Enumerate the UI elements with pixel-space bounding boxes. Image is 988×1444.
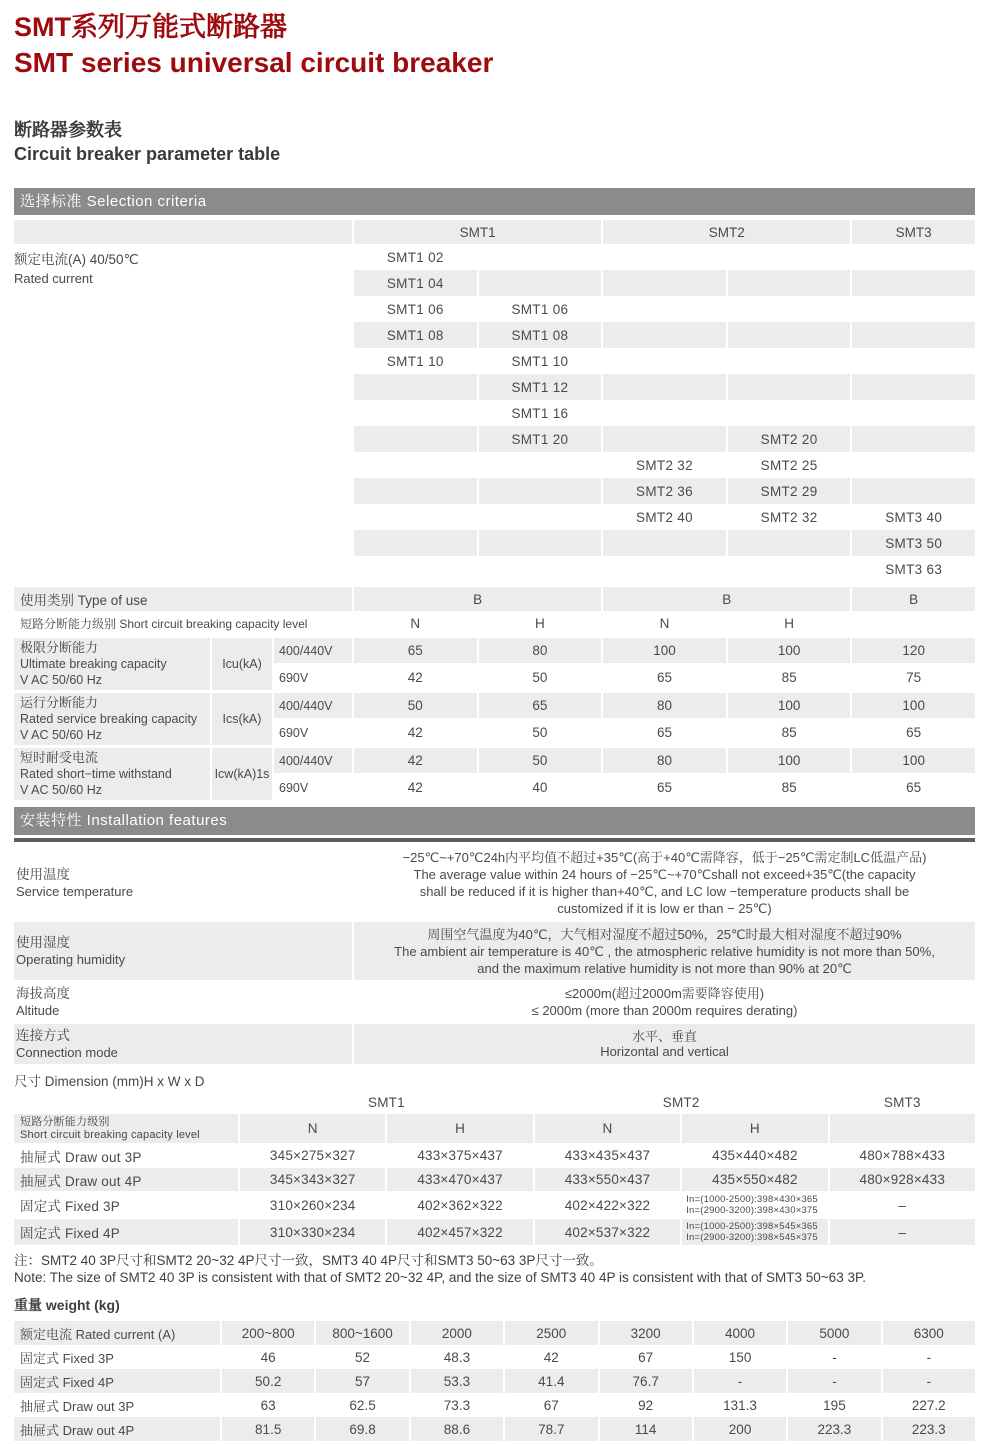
weight-value: 88.6 (411, 1417, 503, 1441)
weight-col-header: 2000 (411, 1321, 503, 1345)
voltage-cell: 400/440V (274, 748, 352, 773)
model-cell: SMT1 04 (354, 270, 477, 296)
model-cell (603, 374, 726, 400)
dim-value: – (898, 1197, 907, 1213)
capacity-level-value: H (728, 611, 851, 635)
weight-value: - (788, 1369, 880, 1393)
value-cell: 50 (354, 693, 477, 718)
type-of-use-label: 使用类别 Type of use (14, 587, 352, 611)
value-cell: 65 (656, 670, 672, 685)
value-cell: 100 (728, 748, 851, 773)
value-cell: 65 (656, 725, 672, 740)
weight-value: 150 (728, 1349, 752, 1365)
dim-in-line: In=(2900-3200):398×545×375 (686, 1232, 818, 1243)
model-cell (354, 426, 477, 452)
value-cell: 80 (603, 693, 726, 718)
weight-row-label: 固定式 Fixed 3P (20, 1350, 114, 1366)
series-header-blank (14, 220, 352, 244)
value-cell: 50 (532, 725, 548, 740)
weight-value: 46 (260, 1349, 276, 1365)
value-cell: 65 (354, 638, 477, 663)
ics-symbol: Ics(kA) (212, 693, 272, 745)
icw-symbol: Icw(kA)1s (212, 748, 272, 800)
weight-value: 92 (638, 1397, 654, 1413)
model-cell (479, 504, 602, 530)
model-cell: SMT3 40 (885, 509, 943, 525)
value-cell: 50 (479, 748, 602, 773)
dim-value: 310×260×234 (269, 1197, 356, 1213)
model-cell (852, 270, 975, 296)
weight-value: - (694, 1369, 786, 1393)
weight-col-header: 800~1600 (316, 1321, 408, 1345)
weight-value: 200 (694, 1417, 786, 1441)
model-cell: SMT1 12 (479, 374, 602, 400)
weight-value: 81.5 (222, 1417, 314, 1441)
dim-row-label: 抽屉式 Draw out 4P (14, 1168, 238, 1191)
capacity-group-icw (14, 748, 975, 800)
dim-value: 433×435×437 (564, 1148, 651, 1163)
dim-level-value: H (682, 1114, 827, 1143)
model-cell (728, 244, 851, 270)
section-divider-line (14, 838, 975, 842)
model-cell (603, 322, 726, 348)
dim-value: 435×550×482 (682, 1168, 827, 1191)
model-cell (479, 530, 602, 556)
weight-value: 114 (600, 1417, 692, 1441)
rated-current-table (14, 244, 975, 582)
voltage-cell: 690V (279, 670, 309, 685)
model-cell (852, 374, 975, 400)
model-cell (603, 556, 726, 582)
dimension-row-drawout-3p (14, 1144, 975, 1167)
icw-label-en: Rated short−time withstand (20, 767, 172, 781)
icu-symbol: Icu(kA) (212, 638, 272, 690)
model-cell (728, 296, 851, 322)
install-row-service-temperature (14, 846, 975, 920)
voltage-cell: 690V (279, 725, 309, 740)
value-cell: 100 (728, 638, 851, 663)
model-cell: SMT2 32 (760, 509, 818, 525)
model-cell (728, 400, 851, 426)
weight-value: 195 (823, 1397, 846, 1413)
page-title-en: SMT series universal circuit breaker (14, 47, 494, 78)
dim-value: 345×275×327 (269, 1148, 356, 1163)
model-cell (354, 504, 477, 530)
dim-level-value: N (535, 1114, 680, 1143)
model-cell (354, 374, 477, 400)
model-cell (479, 452, 602, 478)
value-cell: 85 (781, 780, 797, 795)
model-cell (852, 322, 975, 348)
model-cell (852, 400, 975, 426)
dim-header-smt3: SMT3 (830, 1091, 975, 1113)
model-cell (852, 426, 975, 452)
model-cell (603, 530, 726, 556)
value-cell: 85 (781, 725, 797, 740)
altitude-label (14, 982, 352, 1022)
value-cell: 42 (354, 748, 477, 773)
dim-row-label: 固定式 Fixed 3P (20, 1199, 120, 1214)
rated-current-label (14, 244, 352, 582)
model-cell: SMT2 20 (728, 426, 851, 452)
content-line: Horizontal and vertical (600, 1044, 729, 1059)
dim-level-label (14, 1114, 238, 1143)
icu-label (14, 638, 210, 690)
model-cell (479, 556, 602, 582)
dim-value: 310×330×234 (240, 1219, 385, 1245)
weight-row-drawout-3p (14, 1393, 975, 1417)
icw-label-sub: V AC 50/60 Hz (20, 783, 102, 797)
content-line: customized if it is low er than − 25℃) (557, 901, 772, 916)
model-cell: SMT2 25 (760, 457, 818, 473)
ics-label-sub: V AC 50/60 Hz (20, 728, 102, 742)
content-line: ≤ 2000m (more than 2000m requires derating) (531, 1003, 798, 1018)
value-cell: 42 (407, 725, 423, 740)
model-cell: SMT1 08 (354, 322, 477, 348)
weight-header-label: 额定电流 Rated current (A) (14, 1321, 220, 1345)
operating-humidity-label-en: Operating humidity (16, 952, 126, 967)
weight-value: - (832, 1349, 837, 1365)
weight-value: 223.3 (883, 1417, 975, 1441)
dim-value: 402×362×322 (417, 1197, 503, 1213)
dim-value: 433×375×437 (417, 1148, 503, 1163)
altitude-label-en: Altitude (16, 1003, 60, 1018)
weight-row-label: 抽屉式 Draw out 4P (14, 1417, 220, 1441)
model-cell: SMT1 06 (386, 301, 444, 317)
voltage-cell: 400/440V (274, 638, 352, 663)
value-cell: 100 (852, 748, 975, 773)
install-row-connection-mode (14, 1024, 975, 1064)
model-cell (603, 348, 726, 374)
install-row-operating-humidity (14, 922, 975, 980)
model-cell (354, 400, 477, 426)
model-cell (479, 478, 602, 504)
voltage-cell: 690V (279, 780, 309, 795)
model-cell (603, 426, 726, 452)
model-cell (479, 244, 602, 270)
dim-in-line: In=(1000-2500):398×430×365 (686, 1194, 818, 1205)
weight-col-header: 5000 (788, 1321, 880, 1345)
dim-value: 435×440×482 (712, 1148, 798, 1163)
page-title-zh: SMT系列万能式断路器 (14, 12, 287, 42)
dim-level-value: H (387, 1114, 532, 1143)
series-header-row (14, 220, 975, 244)
dim-header-smt2: SMT2 (535, 1091, 828, 1113)
model-cell (728, 530, 851, 556)
dim-value: 480×928×433 (830, 1168, 975, 1191)
dimension-level-row (14, 1114, 975, 1143)
model-cell (852, 478, 975, 504)
value-cell: 40 (532, 780, 548, 795)
weight-value: 41.4 (505, 1369, 597, 1393)
model-cell: SMT3 50 (852, 530, 975, 556)
connection-mode-label-zh: 连接方式 (16, 1028, 70, 1043)
weight-value: 67 (638, 1349, 654, 1365)
dim-value: 402×422×322 (564, 1197, 651, 1213)
content-line: The ambient air temperature is 40℃ , the atmospheric relative humidity is not more than 50%, (394, 943, 935, 959)
weight-value: 131.3 (723, 1397, 757, 1413)
model-cell (852, 452, 975, 478)
model-cell: SMT2 36 (603, 478, 726, 504)
capacity-level-value: N (354, 611, 477, 635)
model-cell (728, 556, 851, 582)
weight-value: 69.8 (316, 1417, 408, 1441)
value-cell: 100 (852, 693, 975, 718)
altitude-label-zh: 海拔高度 (16, 986, 70, 1001)
value-cell: 65 (656, 780, 672, 795)
model-cell (728, 270, 851, 296)
weight-title: 重量 weight (kg) (14, 1297, 120, 1313)
value-cell: 75 (906, 670, 922, 685)
dim-in-line: In=(2900-3200):398×430×375 (686, 1205, 818, 1216)
model-cell (603, 296, 726, 322)
weight-value: 52 (355, 1349, 371, 1365)
connection-mode-label-en: Connection mode (16, 1045, 118, 1060)
weight-value: 53.3 (411, 1369, 503, 1393)
value-cell: 50 (532, 670, 548, 685)
value-cell: 65 (906, 780, 922, 795)
altitude-content (354, 982, 975, 1022)
weight-col-header: 3200 (600, 1321, 692, 1345)
connection-mode-label (14, 1024, 352, 1064)
capacity-level-value (852, 611, 975, 635)
dim-value: – (830, 1219, 975, 1245)
model-cell: SMT1 10 (511, 353, 569, 369)
ics-label-zh: 运行分断能力 (20, 695, 99, 710)
install-row-altitude (14, 982, 975, 1022)
dim-in-line: In=(1000-2500):398×545×365 (686, 1221, 818, 1232)
weight-header-row (14, 1321, 975, 1345)
content-line: The average value within 24 hours of −25℃~+70℃shall not exceed+35℃(the capacity (413, 867, 916, 882)
weight-col-header: 2500 (505, 1321, 597, 1345)
section-bar-installation-features: 安装特性 Installation features (14, 807, 975, 835)
icu-label-sub: V AC 50/60 Hz (20, 673, 102, 687)
model-cell (354, 556, 477, 582)
model-cell (852, 296, 975, 322)
value-cell: 120 (852, 638, 975, 663)
model-cell: SMT1 20 (479, 426, 602, 452)
value-cell: 65 (906, 725, 922, 740)
operating-humidity-label (14, 922, 352, 980)
model-cell: SMT1 02 (386, 249, 444, 265)
service-temperature-content (354, 846, 975, 920)
weight-value: - (883, 1369, 975, 1393)
dimension-series-header (14, 1091, 975, 1113)
weight-value: 223.3 (788, 1417, 880, 1441)
dim-value-multiline (682, 1219, 827, 1245)
weight-value: - (926, 1349, 932, 1365)
model-cell (728, 322, 851, 348)
weight-value: 227.2 (911, 1397, 946, 1413)
content-line: ≤2000m(超过2000m需要降容使用) (564, 986, 765, 1001)
value-cell: 85 (781, 670, 797, 685)
ics-label (14, 693, 210, 745)
model-cell: SMT1 06 (511, 301, 569, 317)
operating-humidity-content (354, 922, 975, 980)
dim-level-value: N (240, 1114, 385, 1143)
weight-value: 63 (260, 1397, 276, 1413)
dim-value: 402×537×322 (535, 1219, 680, 1245)
icu-label-zh: 极限分断能力 (20, 640, 99, 655)
weight-col-header: 6300 (883, 1321, 975, 1345)
model-cell (852, 348, 975, 374)
model-cell: SMT2 29 (728, 478, 851, 504)
content-line: −25℃~+70℃24h内平均值不超过+35℃(高于+40℃需降容，低于−25℃需定制LC低温产品) (402, 850, 927, 865)
value-cell: 42 (407, 780, 423, 795)
weight-row-fixed-4p (14, 1369, 975, 1393)
capacity-level-row (14, 611, 975, 635)
model-cell: SMT2 32 (636, 457, 693, 473)
model-cell (479, 270, 602, 296)
operating-humidity-label-zh: 使用湿度 (16, 935, 70, 950)
content-line: 周围空气温度为40℃，大气相对湿度不超过50%，25℃时最大相对湿度不超过90% (427, 926, 902, 942)
value-cell: 100 (728, 693, 851, 718)
capacity-level-value: H (479, 611, 602, 635)
dimension-row-drawout-4p (14, 1168, 975, 1191)
series-header-smt1: SMT1 (354, 220, 601, 244)
model-cell (603, 244, 726, 270)
model-cell (603, 270, 726, 296)
service-temperature-label-zh: 使用温度 (16, 867, 70, 882)
dim-value: 480×788×433 (859, 1148, 946, 1163)
dim-level-label-zh: 短路分断能力级别 (20, 1115, 110, 1128)
weight-col-header: 200~800 (222, 1321, 314, 1345)
rated-current-label-en: Rated current (14, 271, 93, 286)
weight-value: 76.7 (600, 1369, 692, 1393)
weight-value: 62.5 (349, 1397, 376, 1413)
dim-value: 433×550×437 (535, 1168, 680, 1191)
model-cell (728, 348, 851, 374)
rated-current-label-zh: 额定电流(A) 40/50℃ (14, 252, 139, 267)
dim-level-label-en: Short circuit breaking capacity level (20, 1128, 200, 1141)
model-cell: SMT1 10 (386, 353, 444, 369)
model-cell: SMT3 63 (885, 561, 943, 577)
weight-value: 67 (543, 1397, 559, 1413)
dim-row-label: 抽屉式 Draw out 3P (20, 1149, 142, 1165)
weight-value: 78.7 (505, 1417, 597, 1441)
weight-row-label: 固定式 Fixed 4P (14, 1369, 220, 1393)
capacity-level-label: 短路分断能力级别 Short circuit breaking capacity level (14, 611, 352, 635)
weight-row-label: 抽屉式 Draw out 3P (20, 1398, 135, 1414)
dimension-title: 尺寸 Dimension (mm)H x W x D (14, 1074, 205, 1089)
model-cell: SMT2 40 (636, 509, 693, 525)
ics-label-en: Rated service breaking capacity (20, 712, 198, 726)
dim-header-blank (14, 1091, 238, 1113)
dimension-row-fixed-4p (14, 1219, 975, 1245)
icu-label-en: Ultimate breaking capacity (20, 657, 167, 671)
subtitle-en: Circuit breaker parameter table (14, 144, 281, 164)
value-cell: 42 (407, 670, 423, 685)
dim-value: 345×343×327 (240, 1168, 385, 1191)
model-cell (728, 374, 851, 400)
content-line: and the maximum relative humidity is not more than 90% at 20℃ (477, 960, 852, 976)
voltage-cell: 400/440V (274, 693, 352, 718)
weight-row-fixed-3p (14, 1345, 975, 1369)
series-header-smt3: SMT3 (852, 220, 975, 244)
dim-row-label: 固定式 Fixed 4P (14, 1219, 238, 1245)
model-cell (354, 478, 477, 504)
weight-row-drawout-4p (14, 1417, 975, 1441)
value-cell: 80 (479, 638, 602, 663)
type-of-use-smt1: B (354, 587, 601, 611)
icw-label (14, 748, 210, 800)
dim-value: 402×457×322 (387, 1219, 532, 1245)
content-line: 水平、垂直 (631, 1029, 697, 1044)
content-line: shall be reduced if it is higher than+40℃, and LC low −temperature products shall be (419, 884, 910, 899)
model-cell (354, 452, 477, 478)
model-cell (354, 530, 477, 556)
subtitle-zh: 断路器参数表 (14, 120, 122, 140)
type-of-use-smt2: B (603, 587, 850, 611)
subtitle-block (14, 118, 975, 166)
weight-value: 57 (316, 1369, 408, 1393)
capacity-group-ics (14, 693, 975, 745)
type-of-use-row (14, 587, 975, 611)
dim-value: 433×470×437 (387, 1168, 532, 1191)
dimension-row-fixed-3p (14, 1192, 975, 1218)
section-bar-selection-criteria: 选择标准 Selection criteria (14, 188, 975, 215)
icw-label-zh: 短时耐受电流 (20, 750, 99, 765)
connection-mode-content (354, 1024, 975, 1064)
weight-value: 48.3 (443, 1349, 471, 1365)
series-header-smt2: SMT2 (603, 220, 850, 244)
service-temperature-label-en: Service temperature (16, 884, 134, 899)
dim-level-value (830, 1114, 975, 1143)
dim-value-multiline (682, 1192, 827, 1218)
dim-header-smt1: SMT1 (240, 1091, 533, 1113)
model-cell: SMT1 16 (511, 405, 569, 421)
value-cell: 80 (603, 748, 726, 773)
type-of-use-smt3: B (852, 587, 975, 611)
model-cell (603, 400, 726, 426)
weight-col-header: 4000 (694, 1321, 786, 1345)
capacity-level-value: N (603, 611, 726, 635)
model-cell: SMT1 08 (479, 322, 602, 348)
value-cell: 100 (603, 638, 726, 663)
weight-value: 73.3 (443, 1397, 471, 1413)
weight-value: 50.2 (222, 1369, 314, 1393)
weight-value: 42 (543, 1349, 559, 1365)
dimension-note-en: Note: The size of SMT2 40 3P is consistent with that of SMT2 20~32 4P, and the size of SMT3 40 4P is consistent with that of SMT3 50~63 3P. (14, 1270, 866, 1285)
model-cell (852, 244, 975, 270)
service-temperature-label (14, 846, 352, 920)
capacity-group-icu (14, 638, 975, 690)
dimension-note-zh: 注：SMT2 40 3P尺寸和SMT2 20~32 4P尺寸一致，SMT3 40 4P尺寸和SMT3 50~63 3P尺寸一致。 (14, 1253, 603, 1268)
value-cell: 65 (479, 693, 602, 718)
